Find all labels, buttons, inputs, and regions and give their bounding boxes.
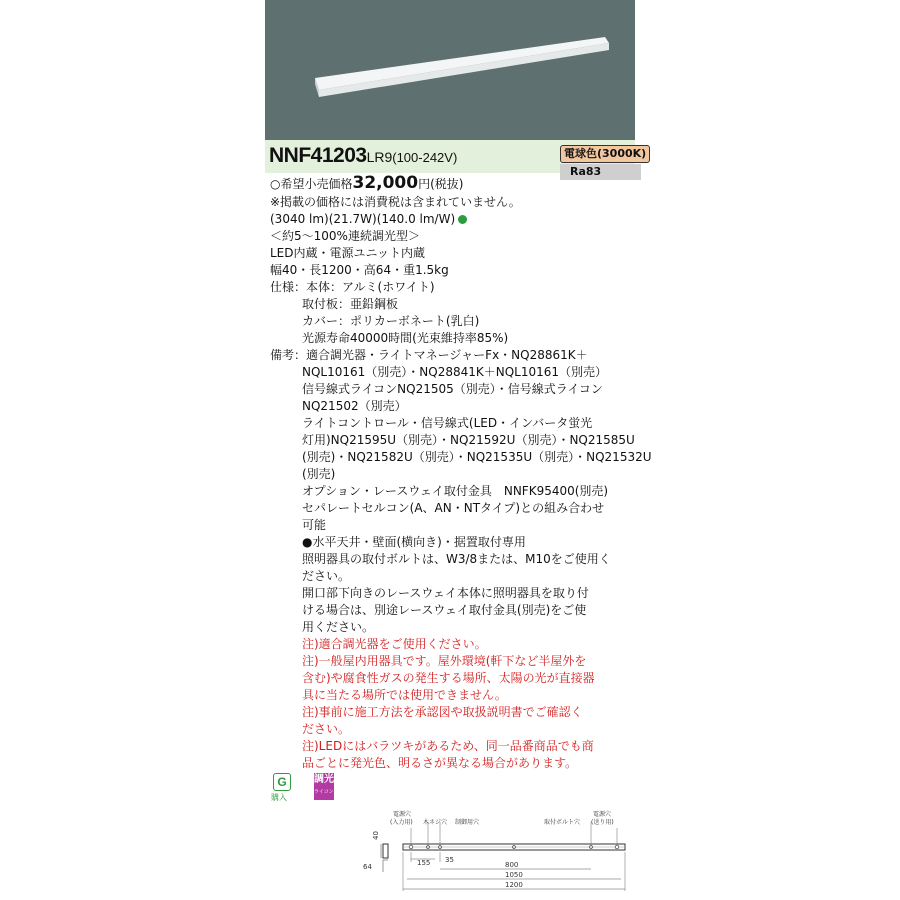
product-photo — [265, 0, 635, 140]
spec-lifetime: 光源寿命40000時間(光束維持率85%) — [302, 331, 509, 345]
dimensions-line: 幅40・長1200・高64・重1.5kg — [270, 263, 449, 277]
spec-body: 仕様：本体：アルミ(ホワイト) — [270, 280, 435, 294]
install-line: ださい。 — [302, 569, 351, 583]
remarks-line: 備考：適合調光器・ライトマネージャーFx・NQ28861K＋ — [270, 348, 588, 362]
dimension-diagram — [355, 808, 655, 896]
spec-plate: 取付板：亜鉛鋼板 — [302, 297, 399, 311]
ra-badge: Ra83 — [560, 164, 641, 180]
remarks-line: オプション・レースウェイ取付金具 NNFK95400(別売) — [302, 484, 609, 498]
dimming-icon: 調光 ライコン別売 — [314, 773, 334, 800]
label-control-hole: 制御用穴 — [455, 819, 480, 826]
green-purchase-label: 購入 — [271, 793, 287, 802]
install-line: 開口部下向きのレースウェイ本体に照明器具を取り付 — [302, 586, 589, 600]
model-number: NNF41203LR9(100-242V) — [269, 144, 458, 167]
green-purchase-icon: G — [273, 773, 291, 791]
remarks-line: (別売)・NQ21582U（別売）・NQ21535U（別売）・NQ21532U — [302, 450, 652, 464]
install-line: ●水平天井・壁面(横向き)・据置取付専用 — [302, 535, 526, 549]
remarks-line: NQ21502（別売） — [302, 399, 407, 413]
color-temp-badge: 電球色(3000K) — [560, 145, 650, 163]
label-bolt-hole: 取付ボルト穴 — [544, 819, 581, 826]
dim-depth: 64 — [363, 863, 372, 871]
label-power-out-sub: (送り用) — [591, 819, 614, 826]
remarks-line: セパレートセルコン(A、AN・NTタイプ)との組み合わせ — [302, 501, 605, 515]
remarks-line: 灯用)NQ21595U（別売）・NQ21592U（別売）・NQ21585U — [302, 433, 635, 447]
label-power-out: 電源穴 — [593, 811, 612, 818]
dim-1200: 1200 — [505, 881, 523, 889]
spec-line: LED内蔵・電源ユニット内蔵 — [270, 246, 426, 260]
caution-note: 具に当たる場所では使用できません。 — [302, 688, 507, 702]
light-fixture-image — [265, 0, 635, 140]
label-power-in-sub: (入力用) — [390, 819, 413, 826]
caution-note: 注)事前に施工方法を承認図や取扱説明書でご確認く — [302, 705, 583, 719]
caution-note: 品ごとに発光色、明るさが異なる場合があります。 — [302, 756, 578, 770]
caution-note: ださい。 — [302, 722, 351, 736]
caution-note: 注)適合調光器をご使用ください。 — [302, 637, 487, 651]
remarks-line: NQL10161（別売）・NQ28841K＋NQL10161（別売） — [302, 365, 608, 379]
install-line: 照明器具の取付ボルトは、W3/8または、M10をご使用く — [302, 552, 611, 566]
remarks-line: 可能 — [302, 518, 327, 532]
caution-note: 注)LEDにはバラツキがあるため、同一品番商品でも商 — [302, 739, 594, 753]
dim-1050: 1050 — [505, 871, 523, 879]
remarks-line: 信号線式ライコンNQ21505（別売）・信号線式ライコン — [302, 382, 603, 396]
install-line: ける場合は、別途レースウェイ取付金具(別売)をご使 — [302, 603, 587, 617]
dim-155: 155 — [417, 859, 431, 867]
caution-note: 含む)や腐食性ガスの発生する場所、太陽の光が直接器 — [302, 671, 595, 685]
leaf-icon — [458, 215, 467, 224]
dim-height: 40 — [372, 831, 380, 840]
label-power-in: 電源穴 — [393, 811, 412, 818]
remarks-line: ライトコントロール・信号線式(LED・インバータ蛍光 — [302, 416, 593, 430]
caution-note: 注)一般屋内用器具です。屋外環境(軒下など半屋外を — [302, 654, 587, 668]
dimming-range: ＜約5～100%連続調光型＞ — [270, 229, 420, 243]
lumen-spec: (3040 lm)(21.7W)(140.0 lm/W) — [270, 211, 467, 228]
install-line: 用ください。 — [302, 620, 375, 634]
dim-800: 800 — [505, 861, 519, 869]
tax-note: ※掲載の価格には消費税は含まれていません。 — [270, 195, 521, 209]
spec-cover: カバー：ポリカーボネート(乳白) — [302, 314, 480, 328]
price-amount: 32,000 — [352, 173, 419, 193]
dim-35: 35 — [445, 856, 454, 864]
remarks-line: (別売) — [302, 467, 336, 481]
price-line: ○希望小売価格32,000円(税抜) — [270, 173, 464, 193]
label-wood-screw: 木ネジ穴 — [423, 819, 448, 826]
side-profile — [383, 844, 388, 858]
